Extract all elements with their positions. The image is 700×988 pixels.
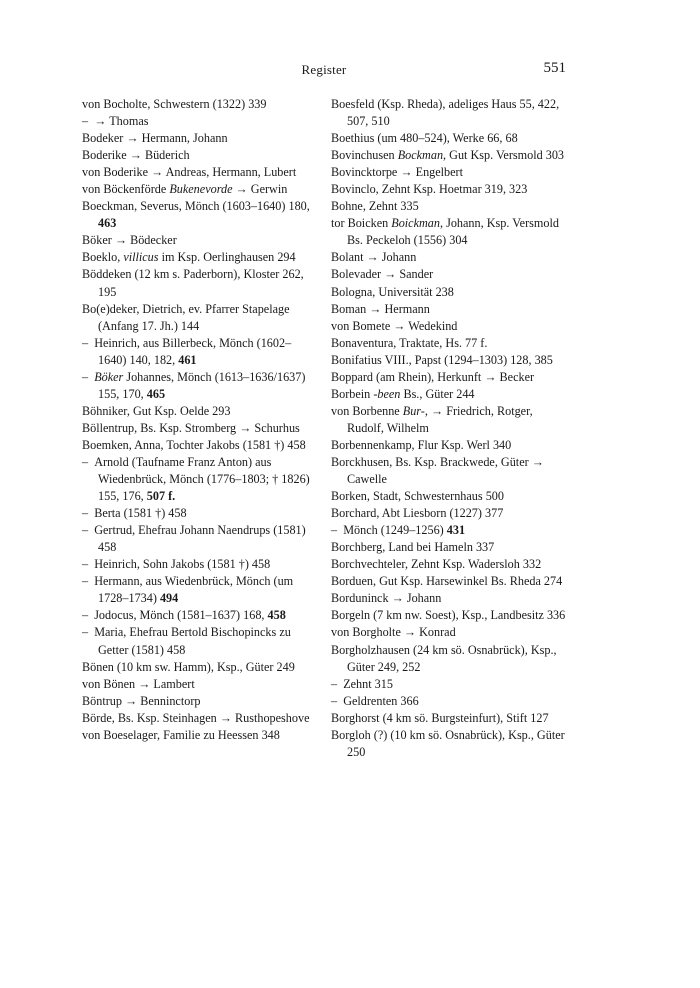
index-entry [331,522,567,539]
index-entry [331,539,567,556]
index-entry [331,693,567,710]
entry-text: Boeklo, [82,250,124,265]
entry-text: Borghorst (4 km sö. Burgsteinfurt), Stift 127 [331,710,549,725]
entry-text: Jodocus, Mönch (1581–1637) 168, [94,608,268,623]
entry-text: → Gerwin [232,182,288,197]
index-entry [331,710,567,727]
index-entry [82,573,318,607]
index-entry [82,96,318,113]
index-entry [331,147,567,164]
index-entry [82,147,318,164]
entry-text: Geldrenten 366 [343,693,419,708]
index-entry [331,301,567,318]
entry-text: Böllentrup, Bs. Ksp. Stromberg → Schurhus [82,420,300,435]
entry-text: Borchard, Abt Liesborn (1227) 377 [331,506,504,521]
entry-text: → Thomas [94,114,149,129]
entry-text: Borbein [331,386,374,401]
variant-name-italic: villicus [123,250,159,265]
page-number: 551 [543,60,566,76]
entry-text: von Bomete → Wedekind [331,318,458,333]
sub-entry-dash: – [331,693,344,708]
index-entry [82,335,318,369]
index-entry [331,369,567,386]
index-entry [331,590,567,607]
entry-text: tor Boicken [331,216,392,231]
entry-text: Gertrud, Ehefrau Johann Naendrups (1581) 458 [94,523,306,555]
entry-text: Böhniker, Gut Ksp. Oelde 293 [82,403,231,418]
entry-text: Bolant → Johann [331,250,417,265]
variant-name-italic: Boickman [391,216,440,231]
entry-text: Borgloh (?) (10 km sö. Osnabrück), Ksp., Güter 250 [331,727,565,759]
entry-text: Mönch (1249–1256) [343,523,447,538]
index-entry [331,488,567,505]
entry-text: Bönen (10 km sw. Hamm), Ksp., Güter 249 [82,659,295,674]
index-entry [82,403,318,420]
index-entry [82,266,318,300]
sub-entry-dash: – [82,369,95,384]
index-entry [331,352,567,369]
entry-text: Borgeln (7 km nw. Soest), Ksp., Landbesitz 336 [331,608,566,623]
index-entry [82,693,318,710]
entry-text: Boeckman, Severus, Mönch (1603–1640) 180, [82,199,310,214]
sub-entry-dash: – [331,676,344,691]
index-entry [331,607,567,624]
index-entry [331,96,567,130]
index-entry [82,198,318,232]
entry-text: Borchvechteler, Zehnt Ksp. Wadersloh 332 [331,557,542,572]
entry-text: Böddeken (12 km s. Paderborn), Kloster 262, 195 [82,267,304,299]
index-entry [82,181,318,198]
index-entry [331,318,567,335]
page-ref-bold: 465 [146,386,166,401]
entry-text: Borduen, Gut Ksp. Harsewinkel Bs. Rheda 274 [331,574,563,589]
page-ref-bold: 431 [446,523,466,538]
sub-entry-dash: – [82,506,95,521]
entry-text: Borduninck → Johann [331,591,442,606]
index-entry [331,181,567,198]
sub-entry-dash: – [82,523,95,538]
index-entry [82,505,318,522]
index-entry [331,403,567,437]
entry-text: Boderike → Büderich [82,148,190,163]
entry-text: Boemken, Anna, Tochter Jakobs (1581 †) 458 [82,437,306,452]
index-entry [331,130,567,147]
entry-text: Bodeker → Hermann, Johann [82,131,228,146]
index-entry [331,727,567,761]
entry-text: , Johann, Ksp. Versmold Bs. Peckeloh (1556) 304 [347,216,559,248]
index-entry [331,642,567,676]
entry-text: Borbennenkamp, Flur Ksp. Werl 340 [331,437,512,452]
index-entry [82,164,318,181]
index-entry [331,624,567,641]
index-entry [331,676,567,693]
entry-text: von Borbenne [331,403,403,418]
entry-text: Borken, Stadt, Schwesternhaus 500 [331,489,504,504]
entry-text: Bonaventura, Traktate, Hs. 77 f. [331,335,488,350]
index-entry [331,198,567,215]
entry-text: Bolevader → Sander [331,267,434,282]
index-entry [331,335,567,352]
sub-entry-dash: – [82,454,95,469]
variant-name-italic: Böker [94,369,124,384]
sub-entry-dash: – [82,335,95,350]
index-entry [82,710,318,727]
entry-text: Zehnt 315 [343,676,393,691]
entry-text: , → Friedrich, Rotger, Rudolf, Wilhelm [347,403,533,435]
page-ref-bold: 494 [159,591,179,606]
entry-text: Bs., Güter 244 [400,386,475,401]
entry-text: Hermann, aus Wiedenbrück, Mönch (um 1728–1734) [94,574,294,606]
entry-text: Böker → Bödecker [82,233,177,248]
index-entry [331,266,567,283]
index-entry [82,420,318,437]
index-entry [82,130,318,147]
index-entry [331,573,567,590]
variant-name-italic: Bur- [402,403,425,418]
entry-text: Boethius (um 480–524), Werke 66, 68 [331,131,518,146]
page-ref-bold: 463 [98,216,117,231]
variant-name-italic: -been [373,386,401,401]
index-entry [331,215,567,249]
entry-text: Bovinclo, Zehnt Ksp. Hoetmar 319, 323 [331,182,528,197]
index-column-right [331,96,567,761]
index-entry [82,301,318,335]
entry-text: von Boeselager, Familie zu Heessen 348 [82,727,280,742]
index-column-left [82,96,318,744]
sub-entry-dash: – [82,625,95,640]
index-entry [331,505,567,522]
entry-text: Heinrich, Sohn Jakobs (1581 †) 458 [94,557,271,572]
sub-entry-dash: – [82,557,95,572]
variant-name-italic: Bukenevorde [169,182,233,197]
entry-text: Boppard (am Rhein), Herkunft → Becker [331,369,535,384]
entry-text: von Borgholte → Konrad [331,625,456,640]
variant-name-italic: Bockman [397,148,444,163]
entry-text: im Ksp. Oerlinghausen 294 [158,250,296,265]
index-entry [331,437,567,454]
entry-text: Heinrich, aus Billerbeck, Mönch (1602–1640) 140, 182, [94,335,292,367]
entry-text: Böntrup → Benninctorp [82,693,201,708]
sub-entry-dash: – [331,523,344,538]
entry-text: Boesfeld (Ksp. Rheda), adeliges Haus 55, 422, 507, 510 [331,97,560,129]
entry-text: Boman → Hermann [331,301,430,316]
page-ref-bold: 507 f. [146,489,176,504]
index-entry [82,624,318,658]
entry-text: von Bönen → Lambert [82,676,195,691]
index-entry [331,454,567,488]
entry-text: Borchberg, Land bei Hameln 337 [331,540,495,555]
page-header [82,62,566,82]
entry-text: Maria, Ehefrau Bertold Bischopincks zu Getter (1581) 458 [94,625,291,657]
entry-text: Bohne, Zehnt 335 [331,199,419,214]
index-entry [82,607,318,624]
entry-text: von Bocholte, Schwestern (1322) 339 [82,97,267,111]
entry-text: Bovincktorpe → Engelbert [331,165,463,180]
entry-text: Bovinchusen [331,148,398,163]
entry-text: Bo(e)deker, Dietrich, ev. Pfarrer Stapelage (Anfang 17. Jh.) 144 [82,301,290,333]
entry-text: Arnold (Taufname Franz Anton) aus Wiedenbrück, Mönch (1776–1803; † 1826) 155, 176, [94,454,310,504]
index-entry [82,369,318,403]
index-entry [331,556,567,573]
running-title: Register [301,62,347,77]
sub-entry-dash: – [82,114,95,129]
index-entry [331,386,567,403]
entry-text: Borckhusen, Bs. Ksp. Brackwede, Güter → Cawelle [331,454,544,487]
entry-text: von Boderike → Andreas, Hermann, Lubert [82,165,297,180]
entry-text: Bonifatius VIII., Papst (1294–1303) 128, 385 [331,352,553,367]
index-entry [82,113,318,130]
index-entry [82,727,318,744]
entry-text: Börde, Bs. Ksp. Steinhagen → Rusthopeshove [82,710,310,725]
sub-entry-dash: – [82,574,95,589]
entry-text: Johannes, Mönch (1613–1636/1637) 155, 170, [98,369,306,401]
index-entry [82,522,318,556]
index-entry [82,232,318,249]
index-entry [82,676,318,693]
index-entry [331,164,567,181]
index-entry [82,659,318,676]
entry-text: Borgholzhausen (24 km sö. Osnabrück), Ksp., Güter 249, 252 [331,642,557,674]
entry-text: von Böckenförde [82,182,170,197]
index-entry [82,437,318,454]
page-ref-bold: 461 [178,352,197,367]
entry-text: , Gut Ksp. Versmold 303 [443,148,565,163]
entry-text: Berta (1581 †) 458 [94,506,187,521]
page-ref-bold: 458 [267,608,286,623]
index-entry [82,249,318,266]
index-entry [331,249,567,266]
index-entry [82,454,318,505]
index-entry [82,556,318,573]
sub-entry-dash: – [82,608,95,623]
entry-text: Bologna, Universität 238 [331,284,454,299]
index-entry [331,284,567,301]
